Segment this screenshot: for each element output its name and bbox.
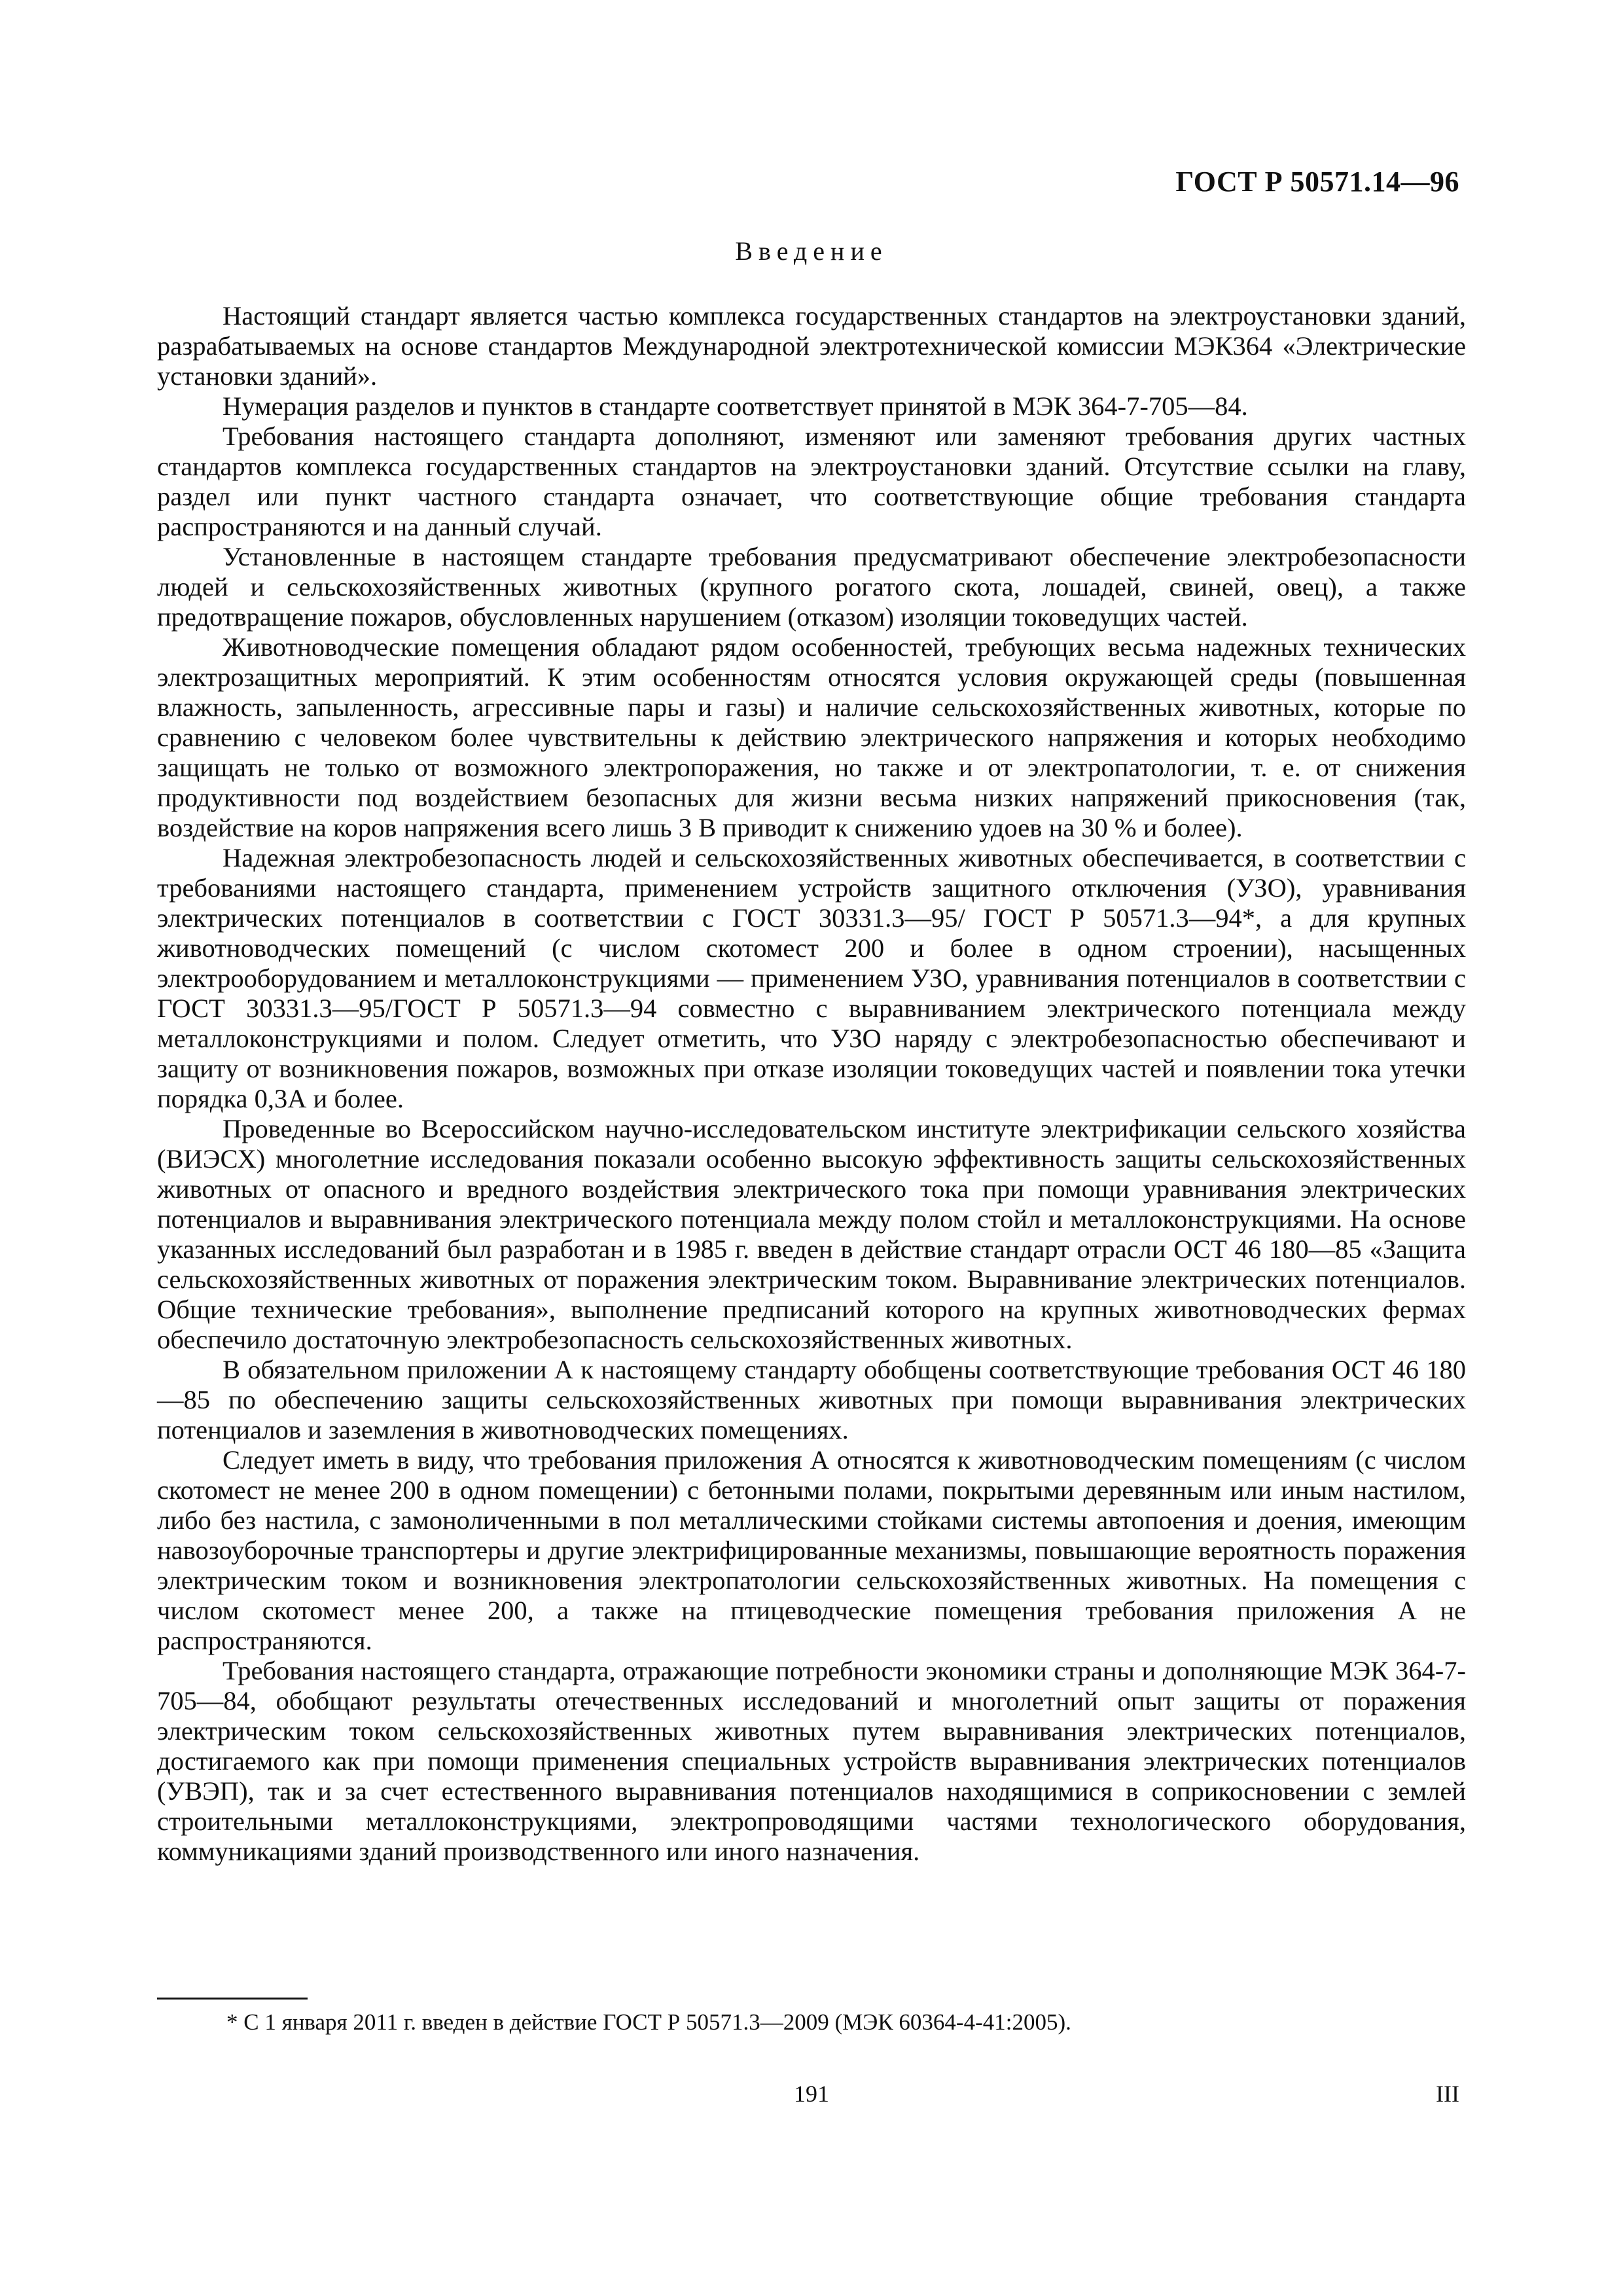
section-title: Введение	[735, 236, 888, 266]
footnote-divider	[157, 1998, 308, 2000]
paragraph: Животноводческие помещения обладают рядом особенностей, требующих весьма надежных технических электрозащитных мероприятий. К этим особенностям относятся условия окружающей среды (повышенная влажность, запыленность, агрессивные пары и газы) и наличие сельскохозяйственных животных, которые по сравнению с человеком более чувствительны к действию электрического напряжения и которых необходимо защищать не только от возможного электропоражения, но также и от электропатологии, т. е. от снижения продуктивности под воздействием безопасных для жизни весьма низких напряжений прикосновения (так, воздействие на коров напряжения всего лишь 3 В приводит к снижению удоев на 30 % и более).	[157, 632, 1466, 842]
paragraph: Требования настоящего стандарта, отражающие потребности экономики страны и дополняющие МЭК 364-7-705—84, обобщают результаты отечественных исследований и многолетний опыт защиты от поражения электрическим током сельскохозяйственных животных путем выравнивания электрических потенциалов, достигаемого как при помощи применения специальных устройств выравнивания электрических потенциалов (УВЭП), так и за счет естественного выравнивания потенциалов находящимися в соприкосновении с землей строительными металлоконструкциями, электропроводящими частями технологического оборудования, коммуникациями зданий производственного или иного назначения.	[157, 1656, 1466, 1866]
paragraph: Надежная электробезопасность людей и сельскохозяйственных животных обеспечивается, в соответствии с требованиями настоящего стандарта, применением устройств защитного отключения (УЗО), уравнивания электрических потенциалов в соответствии с ГОСТ 30331.3—95/ ГОСТ Р 50571.3—94*, а для крупных животноводческих помещений (с числом скотомест 200 и более в одном строении), насыщенных электрооборудованием и металлоконструкциями — применением УЗО, уравнивания потенциалов в соответствии с ГОСТ 30331.3—95/ГОСТ Р 50571.3—94 совместно с выравниванием электрического потенциала между металлоконструкциями и полом. Следует отметить, что УЗО наряду с электробезопасностью обеспечивают и защиту от возникновения пожаров, возможных при отказе изоляции токоведущих частей и появлении тока утечки порядка 0,3А и более.	[157, 843, 1466, 1113]
paragraph: Следует иметь в виду, что требования приложения А относятся к животноводческим помещениям (с числом скотомест не менее 200 в одном помещении) с бетонными полами, покрытыми деревянным или иным настилом, либо без настила, с замоноличенными в пол металлическими стойками системы автопоения и доения, имеющим навозоуборочные транспортеры и другие электрифицированные механизмы, повышающие вероятность поражения электрическим током и возникновения электропатологии сельскохозяйственных животных. На помещения с числом скотомест менее 200, а также на птицеводческие помещения требования приложения А не распространяются.	[157, 1445, 1466, 1655]
page-number: 191	[794, 2081, 829, 2107]
paragraph: Нумерация разделов и пунктов в стандарте соответствует принятой в МЭК 364-7-705—84.	[223, 391, 1248, 421]
body-text	[157, 301, 1466, 1867]
paragraph: Проведенные во Всероссийском научно-исследовательском институте электрификации сельского хозяйства (ВИЭСХ) многолетние исследования показали особенно высокую эффективность защиты сельскохозяйственных животных от опасного и вредного воздействия электрического тока при помощи уравнивания электрических потенциалов и выравнивания электрического потенциала между полом стойл и металлоконструкциями. На основе указанных исследований был разработан и в 1985 г. введен в действие стандарт отрасли ОСТ 46 180—85 «Защита сельскохозяйственных животных от поражения электрическим током. Выравнивание электрических потенциалов. Общие технические требования», выполнение предписаний которого на крупных животноводческих фермах обеспечило достаточную электробезопасность сельскохозяйственных животных.	[157, 1114, 1466, 1354]
paragraph: Настоящий стандарт является частью комплекса государственных стандартов на электроустановки зданий, разрабатываемых на основе стандартов Международной электротехнической комиссии МЭК364 «Электрические установки зданий».	[157, 301, 1466, 391]
footnote: * С 1 января 2011 г. введен в действие ГОСТ Р 50571.3—2009 (МЭК 60364-4-41:2005).	[226, 2009, 1071, 2035]
paragraph: Установленные в настоящем стандарте требования предусматривают обеспечение электробезопасности людей и сельскохозяйственных животных (крупного рогатого скота, лошадей, свиней, овец), а также предотвращение пожаров, обусловленных нарушением (отказом) изоляции токоведущих частей.	[157, 542, 1466, 632]
paragraph: В обязательном приложении А к настоящему стандарту обобщены соответствующие требования ОСТ 46 180—85 по обеспечению защиты сельскохозяйственных животных при помощи выравнивания электрических потенциалов и заземления в животноводческих помещениях.	[157, 1355, 1466, 1444]
standard-designation: ГОСТ Р 50571.14—96	[1175, 166, 1459, 198]
paragraph: Требования настоящего стандарта дополняют, изменяют или заменяют требования других частных стандартов комплекса государственных стандартов на электроустановки зданий. Отсутствие ссылки на главу, раздел или пункт частного стандарта означает, что соответствующие общие требования стандарта распространяются и на данный случай.	[157, 422, 1466, 541]
volume-numeral: III	[1436, 2081, 1459, 2107]
